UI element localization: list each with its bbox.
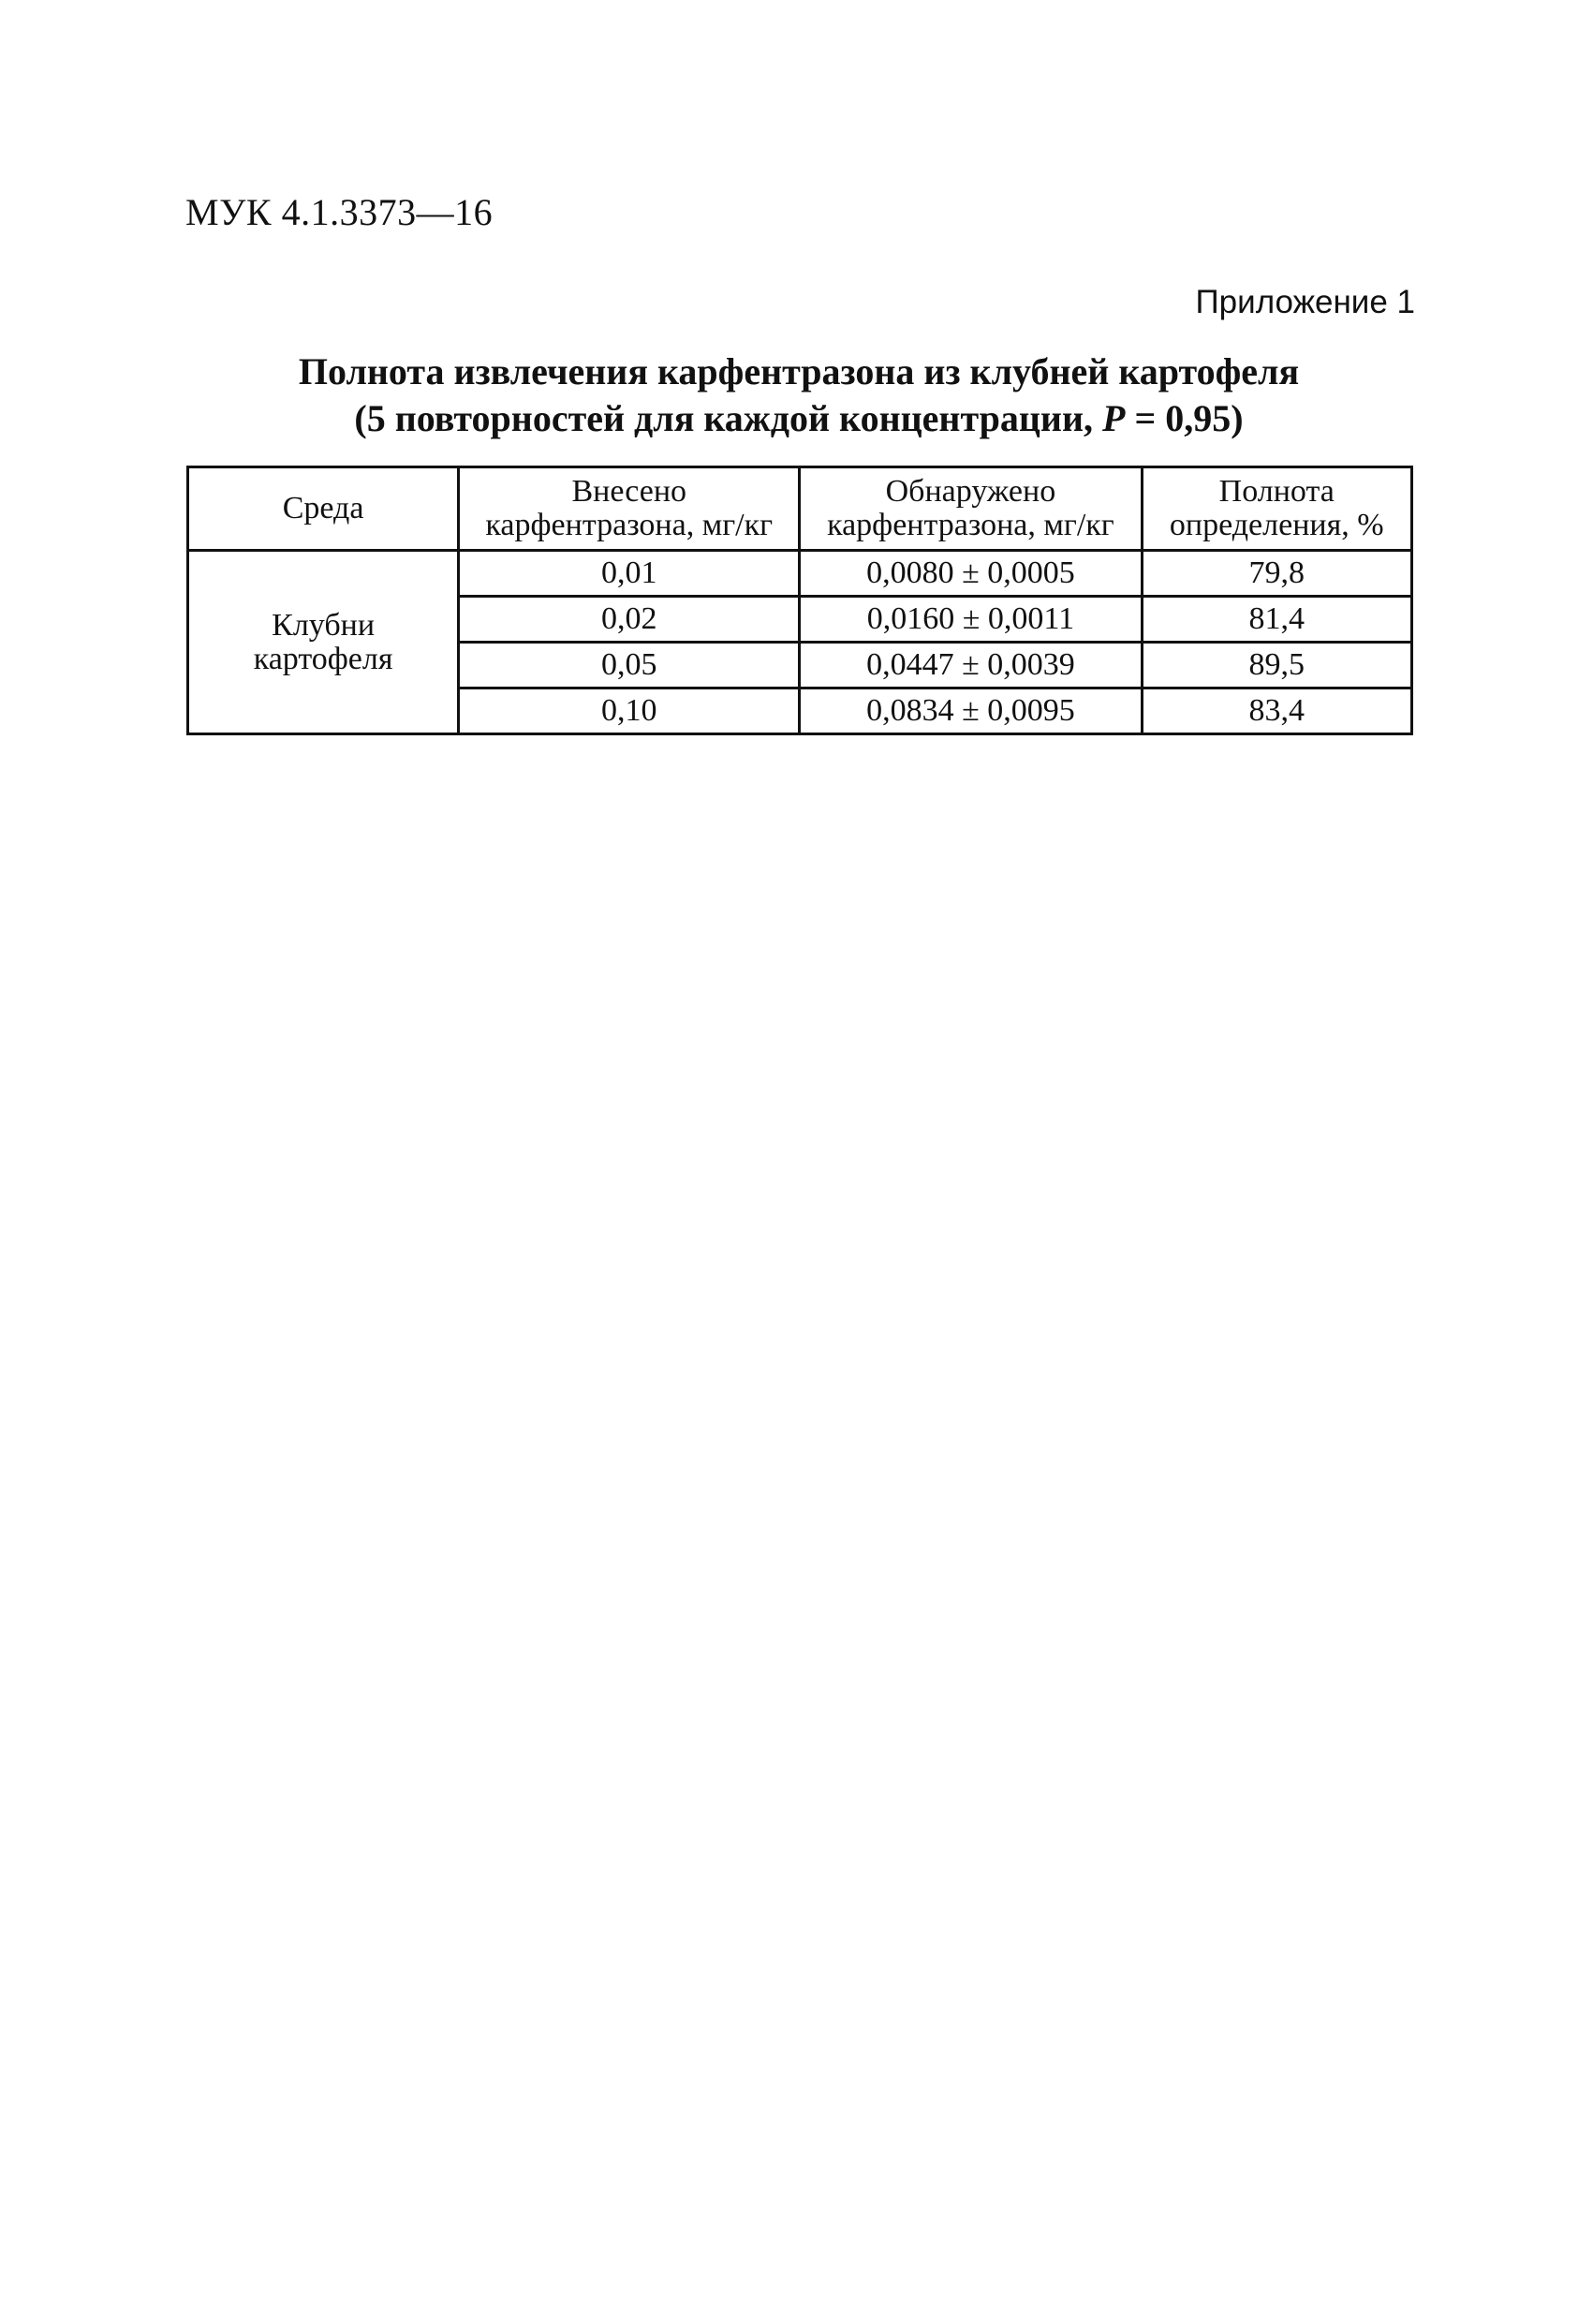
header-added-line-2: карфентразона, мг/кг — [485, 508, 774, 542]
table-row — [188, 551, 1412, 597]
header-found-line-2: карфентразона, мг/кг — [827, 508, 1114, 542]
cell-recovery: 81,4 — [1142, 597, 1412, 643]
header-recovery-line-1: Полнота — [1218, 474, 1335, 509]
header-found — [800, 467, 1142, 551]
header-recovery-line-2: определения, % — [1169, 508, 1384, 542]
header-recovery — [1142, 467, 1412, 551]
table-title-line-2 — [185, 395, 1412, 442]
cell-added: 0,01 — [459, 551, 800, 597]
cell-recovery: 89,5 — [1142, 643, 1412, 688]
document-code: МУК 4.1.3373—16 — [185, 191, 494, 233]
appendix-label: Приложение 1 — [1195, 284, 1415, 320]
recovery-table — [186, 466, 1413, 735]
title-line-2-prefix: (5 повторностей для каждой концентрации, — [354, 397, 1102, 439]
header-added — [459, 467, 800, 551]
cell-found: 0,0080 ± 0,0005 — [800, 551, 1142, 597]
table-title — [185, 348, 1412, 442]
header-medium-text: Среда — [282, 491, 364, 525]
cell-found: 0,0447 ± 0,0039 — [800, 643, 1142, 688]
medium-line-2: картофеля — [253, 641, 393, 676]
cell-added: 0,05 — [459, 643, 800, 688]
cell-added: 0,02 — [459, 597, 800, 643]
cell-recovery: 83,4 — [1142, 688, 1412, 734]
table-header-row — [188, 467, 1412, 551]
table-title-line-1: Полнота извлечения карфентразона из клубней картофеля — [298, 350, 1300, 392]
cell-medium — [188, 551, 459, 734]
title-line-2-suffix: = 0,95) — [1125, 397, 1244, 439]
header-added-line-1: Внесено — [571, 474, 687, 509]
cell-added: 0,10 — [459, 688, 800, 734]
cell-recovery: 79,8 — [1142, 551, 1412, 597]
header-medium — [188, 467, 459, 551]
medium-line-1: Клубни — [272, 607, 376, 643]
header-found-line-1: Обнаружено — [885, 474, 1056, 509]
cell-found: 0,0834 ± 0,0095 — [800, 688, 1142, 734]
cell-found: 0,0160 ± 0,0011 — [800, 597, 1142, 643]
probability-variable: P — [1102, 397, 1126, 439]
